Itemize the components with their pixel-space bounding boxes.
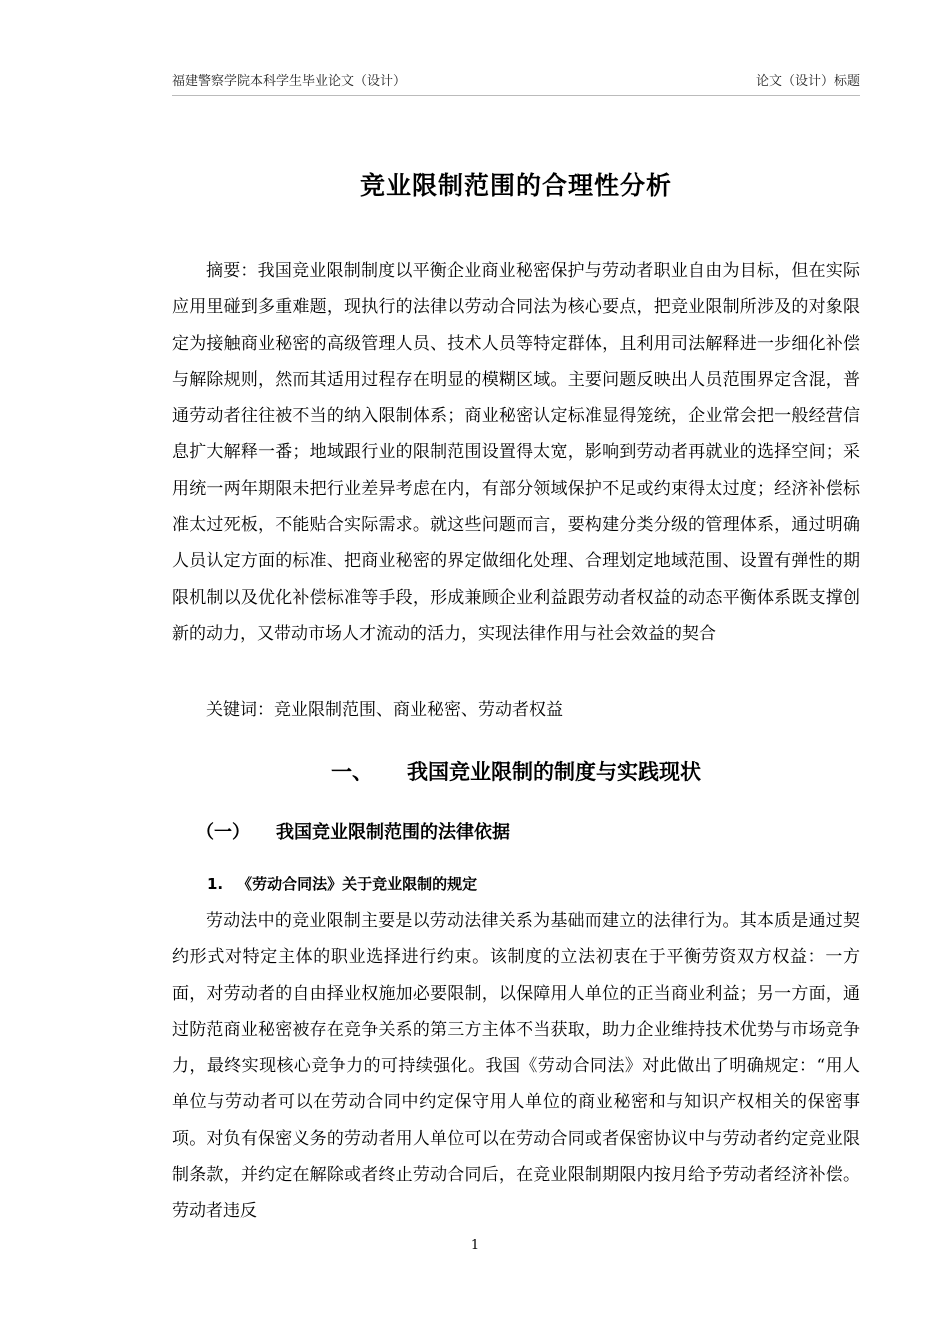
header-rule: [172, 95, 860, 96]
subsubsection-number: 1.: [207, 875, 224, 893]
header-right: 论文（设计）标题: [755, 74, 860, 89]
section-heading-1: [172, 756, 860, 786]
subsubsection-title: 《劳动合同法》关于竞业限制的规定: [237, 875, 478, 893]
subsection-number: （一）: [196, 822, 250, 843]
section-title: 我国竞业限制的制度与实践现状: [407, 760, 701, 784]
paper-title: 竞业限制范围的合理性分析: [359, 171, 672, 200]
subsubsection-heading-1: [207, 873, 477, 894]
page-number: 1: [470, 1238, 480, 1253]
body-paragraph: 劳动法中的竞业限制主要是以劳动法律关系为基础而建立的法律行为。其本质是通过契约形式对特定主体的职业选择进行约束。该制度的立法初衷在于平衡劳资双方权益：一方面，对劳动者的自由择业权施加必要限制，以保障用人单位的正当商业利益；另一方面，通过防范商业秘密被存在竞争关系的第三方主体不当获取，助力企业维持技术优势与市场竞争力，最终实现核心竞争力的可持续强化。我国《劳动合同法》对此做出了明确规定：“用人单位与劳动者可以在劳动合同中约定保守用人单位的商业秘密和与知识产权相关的保密事项。对负有保密义务的劳动者用人单位可以在劳动合同或者保密协议中与劳动者约定竞业限制条款，并约定在解除或者终止劳动合同后，在竞业限制期限内按月给予劳动者经济补偿。劳动者违反: [172, 911, 860, 1222]
subsection-heading-1: [196, 818, 510, 844]
section-number: 一、: [331, 760, 373, 784]
page-header: [172, 70, 860, 89]
abstract-paragraph: 摘要：我国竞业限制制度以平衡企业商业秘密保护与劳动者职业自由为目标，但在实际应用里碰到多重难题，现执行的法律以劳动合同法为核心要点，把竞业限制所涉及的对象限定为接触商业秘密的高级管理人员、技术人员等特定群体，且利用司法解释进一步细化补偿与解除规则，然而其适用过程存在明显的模糊区域。主要问题反映出人员范围界定含混，普通劳动者往往被不当的纳入限制体系；商业秘密认定标准显得笼统，企业常会把一般经营信息扩大解释一番；地域跟行业的限制范围设置得太宽，影响到劳动者再就业的选择空间；采用统一两年期限未把行业差异考虑在内，有部分领域保护不足或约束得太过度；经济补偿标准太过死板，不能贴合实际需求。就这些问题而言，要构建分类分级的管理体系，通过明确人员认定方面的标准、把商业秘密的界定做细化处理、合理划定地域范围、设置有弹性的期限机制以及优化补偿标准等手段，形成兼顾企业利益跟劳动者权益的动态平衡体系既支撑创新的动力，又带动市场人才流动的活力，实现法律作用与社会效益的契合: [172, 261, 860, 644]
subsection-title: 我国竞业限制范围的法律依据: [276, 822, 510, 843]
header-left: 福建警察学院本科学生毕业论文（设计）: [172, 74, 407, 89]
keywords-line: 关键词：竞业限制范围、商业秘密、劳动者权益: [206, 700, 563, 720]
